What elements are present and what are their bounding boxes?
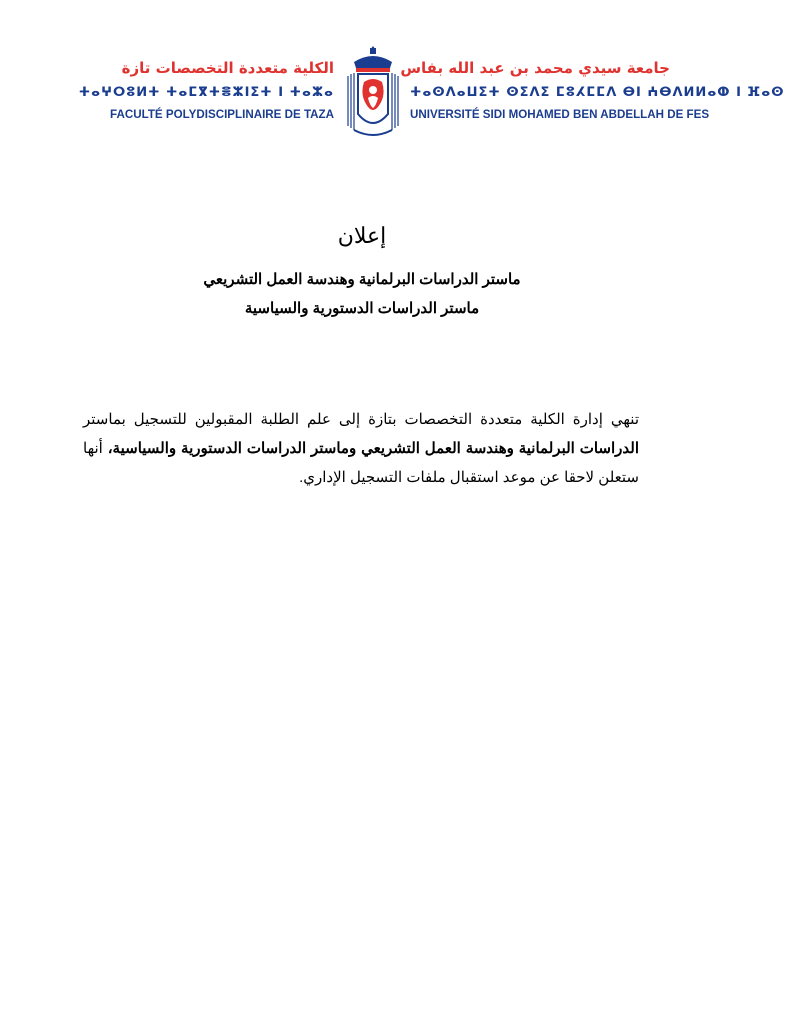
university-name-arabic: جامعة سيدي محمد بن عبد الله بفاس [400, 59, 670, 77]
announcement-subtitle-2: ماستر الدراسات الدستورية والسياسية [244, 300, 480, 317]
faculty-header [76, 58, 334, 122]
faculty-name-tifinagh: ⵜⴰⵖⵔⵓⵍⵜ ⵜⴰⵎⴳⵜⴻⵣⵏⵉⵜ ⵏ ⵜⴰⵣⴰ [78, 85, 334, 100]
faculty-name-french: FACULTÉ POLYDISCIPLINAIRE DE TAZA [110, 108, 334, 121]
faculty-name-arabic: الكلية متعددة التخصصات تازة [121, 59, 334, 77]
announcement-title: إعلان [337, 223, 387, 248]
university-header [400, 58, 785, 122]
university-name-french: UNIVERSITÉ SIDI MOHAMED BEN ABDELLAH DE FES [410, 108, 710, 121]
body-text-bold: الدراسات البرلمانية وهندسة العمل التشريعي وماستر الدراسات الدستورية والسياسية، [107, 440, 639, 457]
body-text-part1: تنهي إدارة الكلية متعددة التخصصات بتازة إلى علم الطلبة المقبولين للتسجيل بماستر [83, 411, 639, 428]
body-text-part2: أنها ستعلن لاحقا عن موعد استقبال ملفات التسجيل الإداري. [83, 440, 639, 486]
university-logo [340, 46, 406, 138]
university-name-tifinagh: ⵜⴰⵙⴷⴰⵡⵉⵜ ⵙⵉⴷⵉ ⵎⵓⵃⵎⵎⴷ ⴱⵏ ⵄⴱⴷⵍⵍⴰⵀ ⵏ ⴼⴰⵙ [410, 85, 785, 100]
announcement-subtitle-1: ماستر الدراسات البرلمانية وهندسة العمل التشريعي [203, 271, 521, 288]
announcement-body [83, 405, 639, 492]
